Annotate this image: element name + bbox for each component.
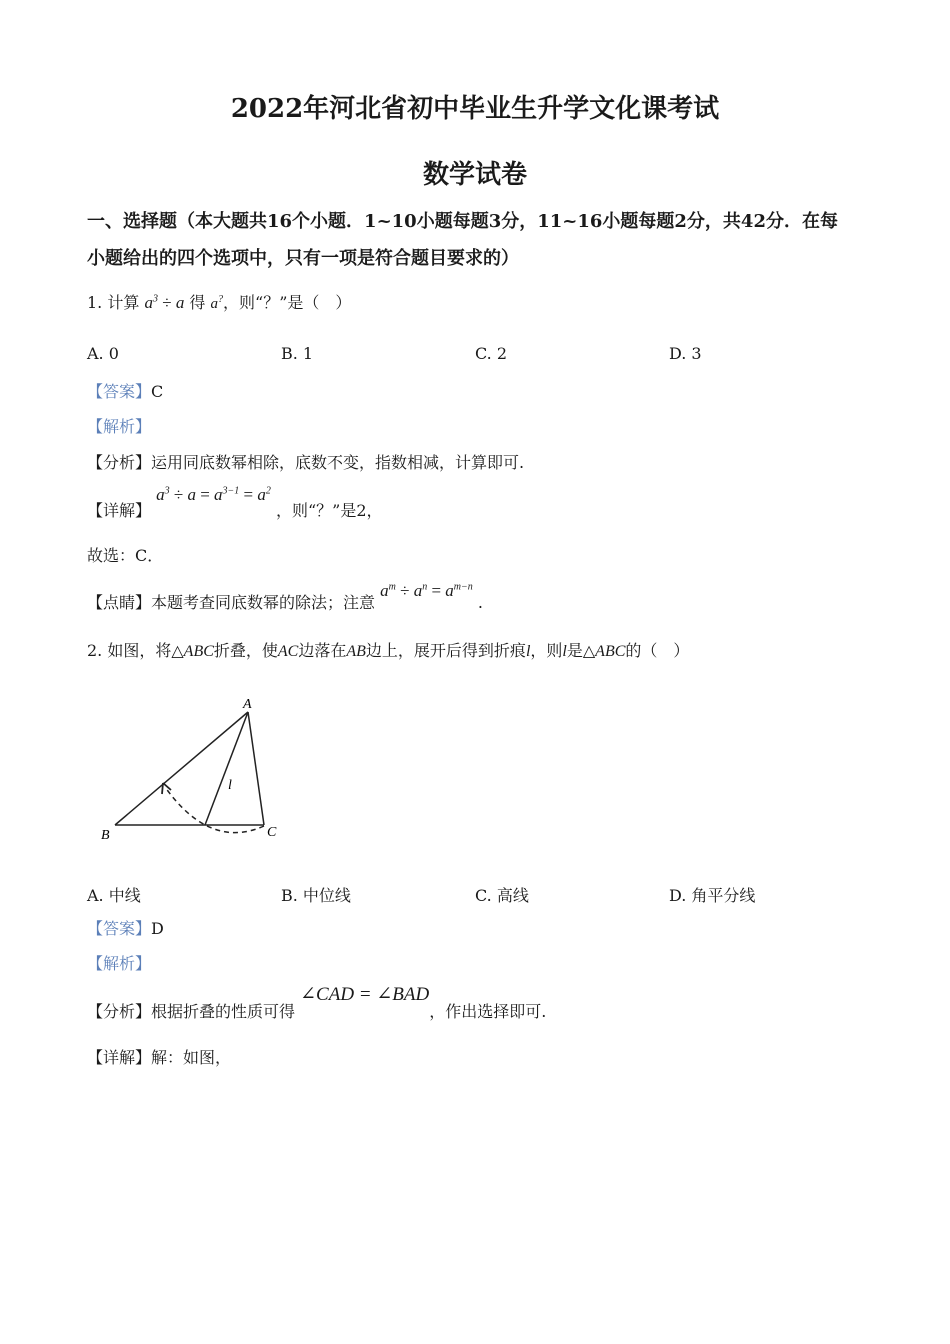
side-ac — [248, 712, 264, 825]
q2-text-c: 边落在 — [298, 641, 347, 660]
section-heading-line2: 小题给出的四个选项中，只有一项是符合题目要求的） — [87, 248, 519, 269]
answer-tag: 【答案】 — [87, 919, 152, 938]
label-c: C — [267, 825, 277, 840]
detail-suffix: ，则“？”是2， — [275, 501, 383, 520]
q2-option-c: C. 高线 — [475, 886, 529, 905]
q1-expression: $a^3 \div a$ — [144, 293, 185, 312]
q1-option-a: A. 0 — [87, 344, 119, 363]
detail-tag: 【详解】 — [87, 1048, 152, 1067]
q1-detail — [87, 484, 383, 520]
fenxi-tag: 【分析】 — [87, 453, 152, 472]
comment-text: 本题考查同底数幂的除法；注意 — [151, 593, 376, 612]
q2-abc: ABC — [183, 643, 214, 660]
triangle-figure — [95, 690, 295, 845]
q2-text-f: 是△ — [566, 641, 596, 660]
q1-option-c: C. 2 — [475, 344, 508, 363]
answer-value: C — [151, 382, 164, 401]
question-1-prefix: 计算 — [107, 293, 140, 312]
comment-tag: 【点睛】 — [87, 593, 152, 612]
q2-ac: AC — [277, 643, 299, 660]
fenxi-suffix: ，作出选择即可. — [429, 1002, 547, 1021]
q2-analysis-tag: 【解析】 — [87, 954, 152, 973]
q2-text-b: 折叠，使 — [213, 641, 278, 660]
q1-detail-formula: $a^3 \div a = a^{3-1} = a^2$ — [156, 485, 271, 504]
detail-text: 解：如图， — [151, 1048, 232, 1067]
comment-end: . — [477, 593, 483, 612]
q2-option-b: B. 中位线 — [281, 886, 351, 905]
q2-fenxi — [87, 982, 547, 1021]
exam-subtitle: 数学试卷 — [422, 160, 527, 190]
detail-tag: 【详解】 — [87, 501, 152, 520]
label-l: l — [228, 778, 232, 793]
question-number: 1. — [87, 293, 103, 312]
q2-ab: AB — [346, 643, 366, 660]
question-1 — [87, 290, 351, 313]
answer-value: D — [151, 919, 164, 938]
q2-text-d: 边上，展开后得到折痕 — [365, 641, 526, 660]
side-ab — [115, 712, 248, 825]
exam-title: 2022年河北省初中毕业生升学文化课考试 — [230, 94, 720, 124]
q1-analysis-tag: 【解析】 — [87, 417, 152, 436]
fold-line-l — [205, 712, 248, 825]
q1-comment — [87, 578, 483, 612]
q1-conclusion: 故选：C． — [87, 546, 164, 565]
q2-l: l — [525, 643, 531, 660]
q1-fenxi — [87, 450, 524, 473]
fenxi-text: 运用同底数幂相除，底数不变，指数相减，计算即可. — [151, 453, 525, 472]
label-b: B — [101, 828, 110, 843]
section-heading-line1: 一、选择题（本大题共16个小题．1~10小题每题3分，11~16小题每题2分，共42分．在每 — [87, 211, 838, 232]
fenxi-text: 根据折叠的性质可得 — [151, 1002, 296, 1021]
answer-tag: 【答案】 — [87, 382, 152, 401]
fold-arc — [165, 787, 264, 833]
q2-fenxi-formula: ∠CAD = ∠BAD — [300, 984, 430, 1005]
q1-comment-formula: $a^m \div a^n = a^{m-n}$ — [380, 581, 473, 600]
question-1-mid: 得 — [189, 293, 206, 312]
q1-option-d: D. 3 — [669, 344, 702, 363]
q2-abc-2: ABC — [595, 643, 626, 660]
q1-option-b: B. 1 — [281, 344, 314, 363]
q2-text-a: 2. 如图，将△ — [87, 641, 184, 660]
q1-answer — [87, 379, 163, 402]
q2-text-e: ，则 — [530, 641, 563, 660]
q2-text-g: 的（ ） — [625, 641, 690, 660]
label-a: A — [243, 697, 252, 712]
question-1-suffix: ，则“？”是（ ） — [223, 293, 352, 312]
q2-option-a: A. 中线 — [87, 886, 141, 905]
q1-result: a? — [210, 294, 224, 312]
q2-detail — [87, 1045, 231, 1068]
q2-l-2: l — [562, 643, 567, 660]
q2-answer — [87, 916, 164, 939]
question-2 — [87, 638, 689, 661]
q2-option-d: D. 角平分线 — [669, 886, 756, 905]
fenxi-tag: 【分析】 — [87, 1002, 152, 1021]
